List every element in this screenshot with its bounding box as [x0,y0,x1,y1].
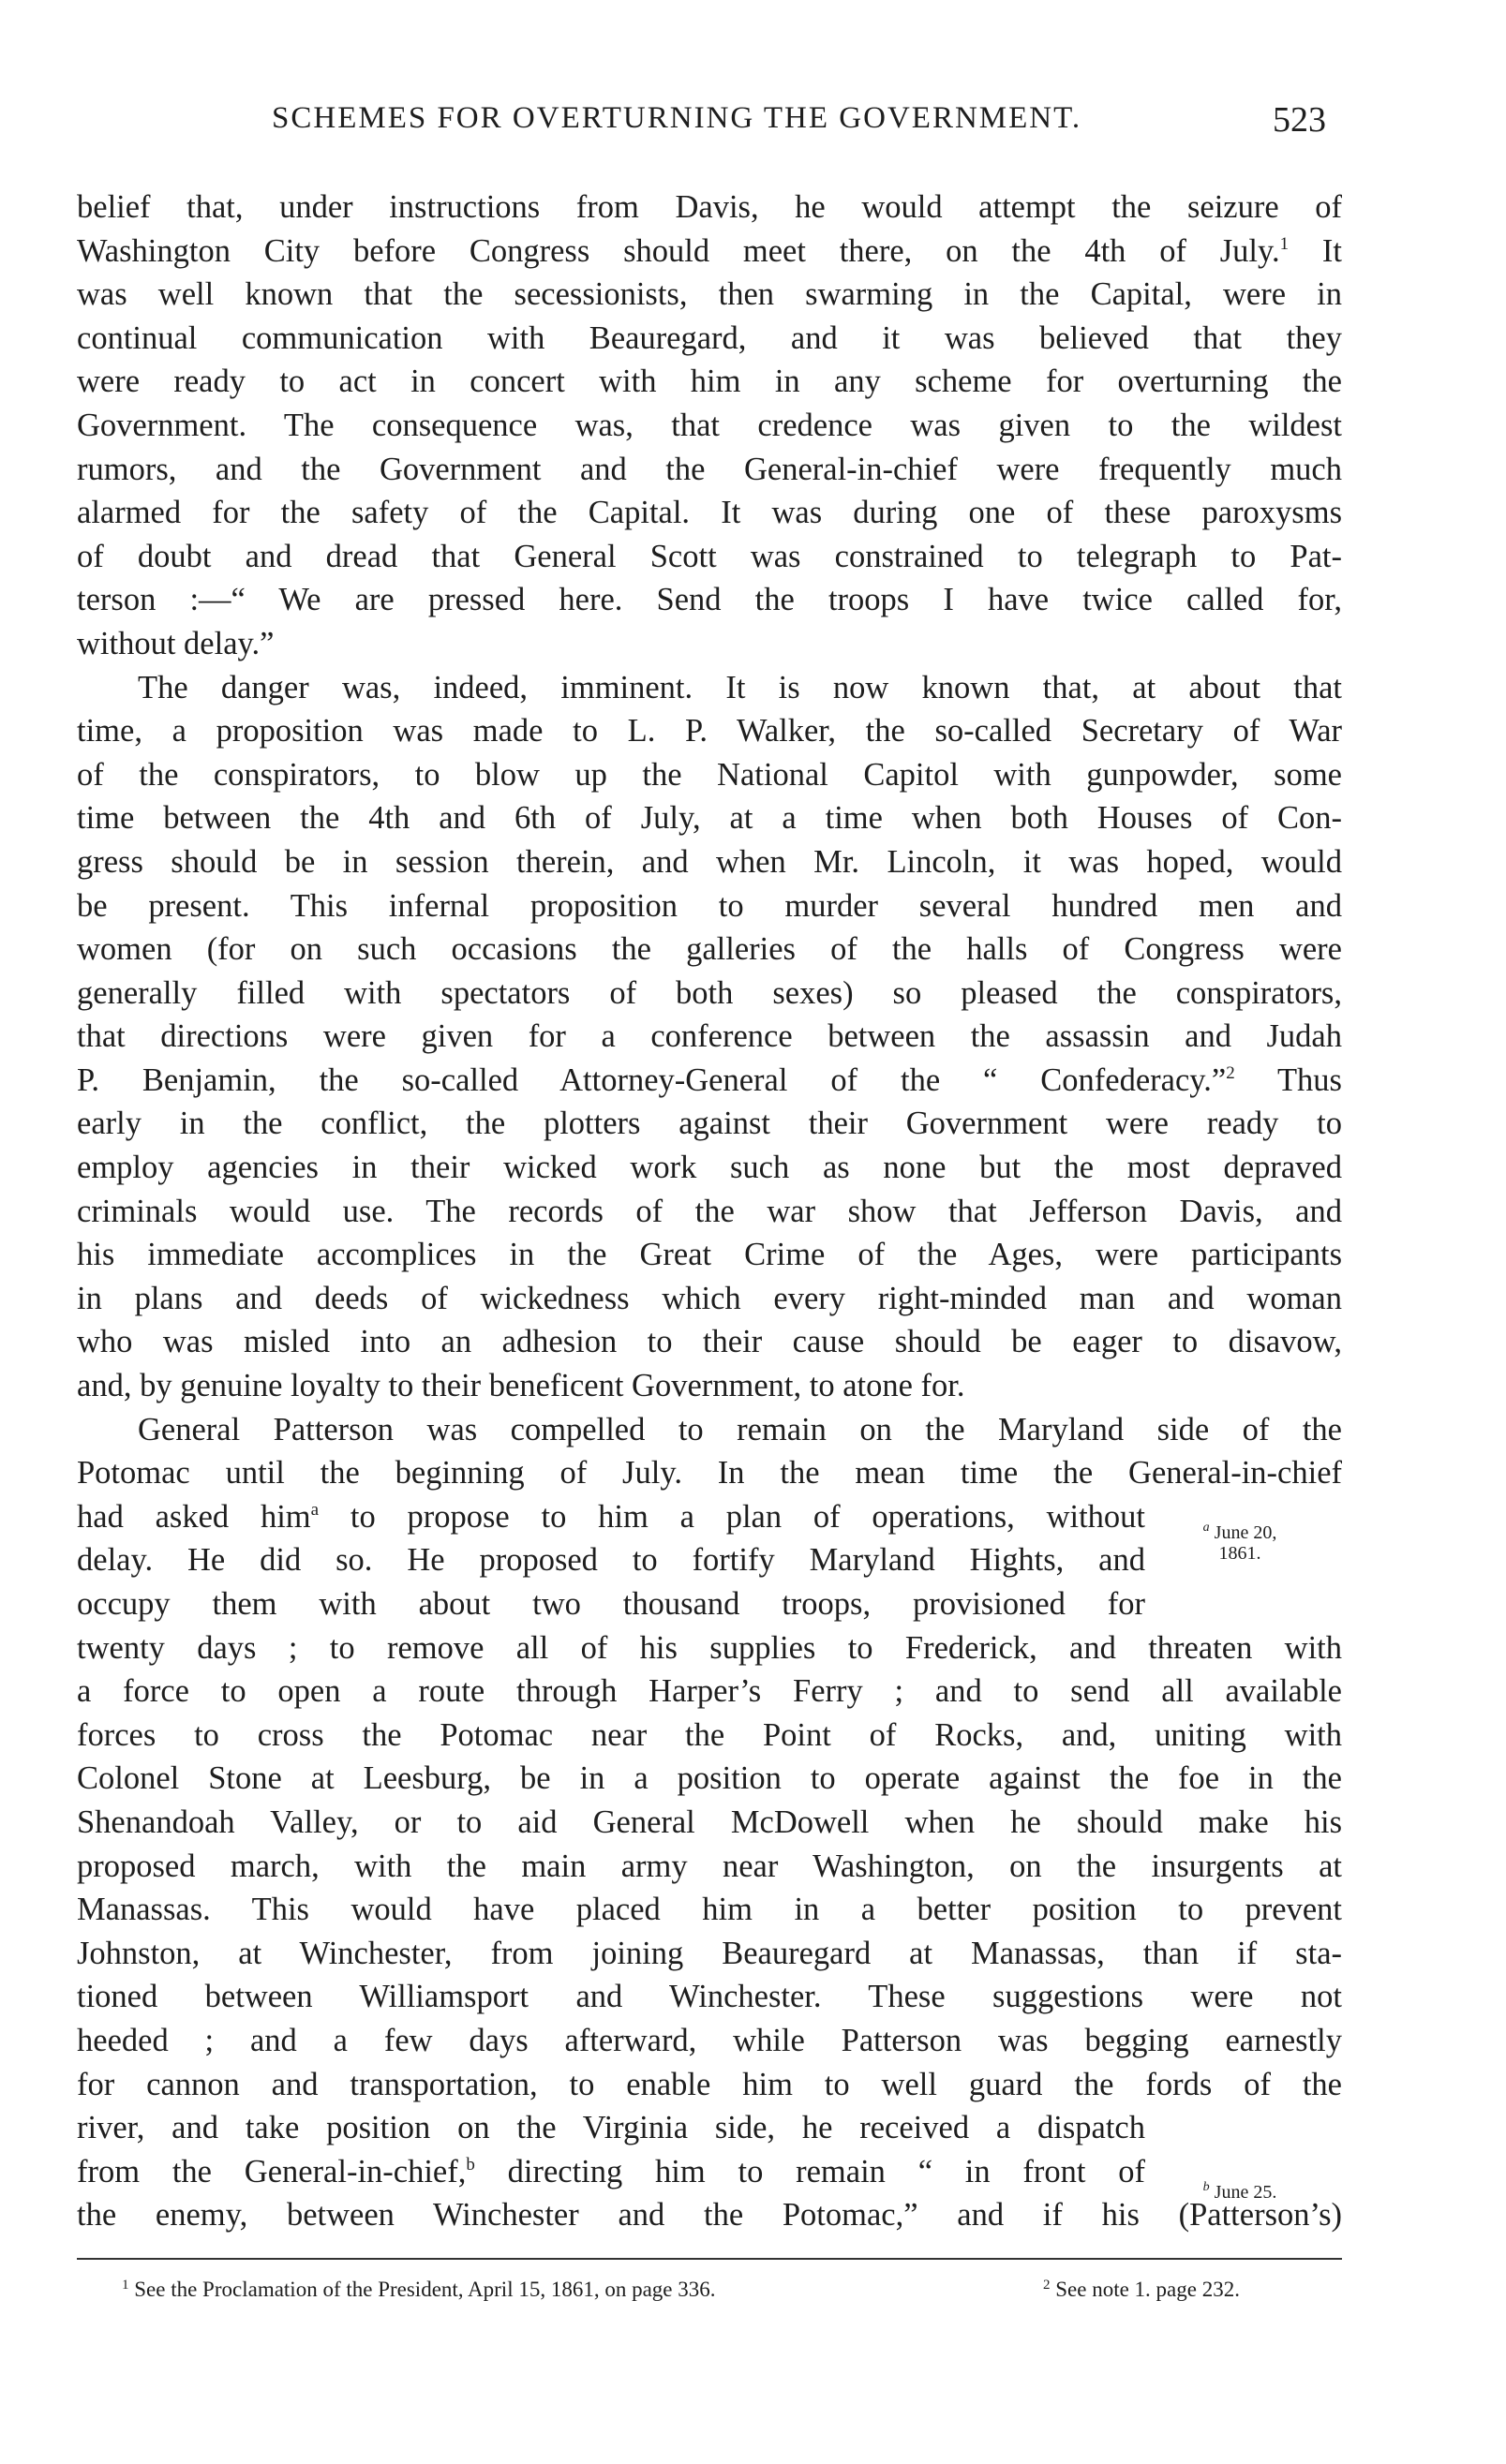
body-text [77,186,1342,2237]
text-segment: Thus [1276,1061,1342,1098]
marginal-ref-b: b [466,2154,475,2175]
text-line: Shenandoah Valley, or to aid General McDowell when he should make his [77,1803,1342,1840]
text-line: Potomac until the beginning of July. In the mean time the General-in-chief [77,1455,1342,1492]
text-segment: from the General-in-chief, [77,2153,467,2189]
margin-note-mark: a [1202,1521,1210,1535]
text-segment: It [1321,232,1342,269]
margin-note-a [1179,1522,1301,1564]
text-line: delay. He did so. He proposed to fortify Maryland Hights, and [77,1542,1145,1579]
footnote-1 [122,2278,716,2302]
text-line: alarmed for the safety of the Capital. It was during one of these paroxysms [77,495,1342,531]
text-line: for cannon and transportation, to enable him to well guard the fords of the [77,2066,1342,2102]
text-line: forces to cross the Potomac near the Point of Rocks, and, uniting with [77,1716,1342,1753]
text-segment: Washington City before Congress should meet there, on the 4th of July. [77,232,1280,269]
text-line: Johnston, at Winchester, from joining Beauregard at Manassas, than if sta- [77,1935,1342,1971]
text-segment: P. Benjamin, the so-called Attorney-General of the “ Confederacy.” [77,1061,1227,1098]
text-line: proposed march, with the main army near Washington, on the insurgents at [77,1848,1342,1884]
text-line: of the conspirators, to blow up the National Capitol with gunpowder, some [77,756,1342,793]
text-line: occupy them with about two thousand troops, provisioned for [77,1586,1145,1622]
text-segment: to propose to him a plan of operations, without [350,1498,1145,1535]
text-line: who was misled into an adhesion to their cause should be eager to disavow, [77,1324,1342,1360]
text-line: Government. The consequence was, that credence was given to the wildest [77,407,1342,443]
footnote-text: See note 1. page 232. [1055,2278,1240,2301]
text-line: time, a proposition was made to L. P. Walker, the so-called Secretary of War [77,713,1342,750]
text-line: employ agencies in their wicked work such as none but the most depraved [77,1150,1342,1186]
text-line: Manassas. This would have placed him in a better position to prevent [77,1892,1342,1928]
footnote-ref-1: 1 [1279,233,1290,254]
text-line: the enemy, between Winchester and the Potomac,” and if his (Patterson’s) [77,2197,1342,2234]
footnote-mark: 1 [122,2278,129,2293]
footnote-divider [77,2258,1342,2260]
text-line: river, and take position on the Virginia side, he received a dispatch [77,2110,1145,2146]
text-line: be present. This infernal proposition to murder several hundred men and [77,887,1342,924]
text-line: that directions were given for a conference between the assassin and Judah [77,1018,1342,1055]
text-line: belief that, under instructions from Davis, he would attempt the seizure of [77,189,1342,225]
footnote-mark: 2 [1043,2278,1051,2293]
text-line [77,1059,1342,1103]
text-line: time between the 4th and 6th of July, at a time when both Houses of Con- [77,800,1342,837]
text-line: and, by genuine loyalty to their beneficent Government, to atone for. [77,1368,965,1404]
text-line: a force to open a route through Harper’s Ferry ; and to send all available [77,1673,1342,1710]
text-line: was well known that the secessionists, then swarming in the Capital, were in [77,276,1342,313]
footnote-2 [1043,2278,1240,2302]
text-line: women (for on such occasions the galleries of the halls of Congress were [77,931,1342,968]
text-line: his immediate accomplices in the Great Crime of the Ages, were participants [77,1237,1342,1273]
text-line: terson :—“ We are pressed here. Send the troops I have twice called for, [77,582,1342,618]
text-line: criminals would use. The records of the war show that Jefferson Davis, and [77,1193,1342,1229]
text-line: Colonel Stone at Leesburg, be in a position to operate against the foe in the [77,1760,1342,1797]
margin-note-b [1179,2182,1301,2203]
margin-note-text: June 25. [1214,2182,1277,2203]
text-line [77,1495,1145,1539]
footnote-text: See the Proclamation of the President, April 15, 1861, on page 336. [134,2278,716,2301]
text-segment: had asked him [77,1498,311,1535]
margin-note-line [1179,1522,1301,1543]
margin-note-line: 1861. [1218,1543,1261,1564]
text-line: continual communication with Beauregard, and it was believed that they [77,319,1342,356]
text-line: were ready to act in concert with him in any scheme for overturning the [77,364,1342,400]
text-line: General Patterson was compelled to remain on the Maryland side of the [138,1411,1342,1447]
text-line: early in the conflict, the plotters against their Government were ready to [77,1106,1342,1142]
text-line: of doubt and dread that General Scott was constrained to telegraph to Pat- [77,538,1342,574]
text-line: The danger was, indeed, imminent. It is now known that, at about that [138,669,1342,705]
text-segment: directing him to remain “ in front of [507,2153,1145,2189]
running-head [272,101,1326,148]
text-line: tioned between Williamsport and Winchester. These suggestions were not [77,1979,1342,2015]
footnote-ref-2: 2 [1226,1062,1235,1083]
text-line: generally filled with spectators of both sexes) so pleased the conspirators, [77,974,1342,1011]
text-line: twenty days ; to remove all of his supplies to Frederick, and threaten with [77,1629,1342,1666]
margin-note-mark: b [1202,2180,1210,2194]
running-title: SCHEMES FOR OVERTURNING THE GOVERNMENT. [272,101,1082,135]
text-line: in plans and deeds of wickedness which every right-minded man and woman [77,1280,1342,1316]
text-line [77,230,1342,274]
text-line: heeded ; and a few days afterward, while Patterson was begging earnestly [77,2022,1342,2058]
margin-note-text: June 20, [1214,1522,1277,1543]
page-number: 523 [1273,100,1326,140]
marginal-ref-a: a [310,1499,320,1520]
text-line: without delay.” [77,625,275,661]
text-line: gress should be in session therein, and when Mr. Lincoln, it was hoped, would [77,843,1342,880]
text-line: rumors, and the Government and the General-in-chief were frequently much [77,451,1342,487]
text-line [77,2150,1145,2194]
